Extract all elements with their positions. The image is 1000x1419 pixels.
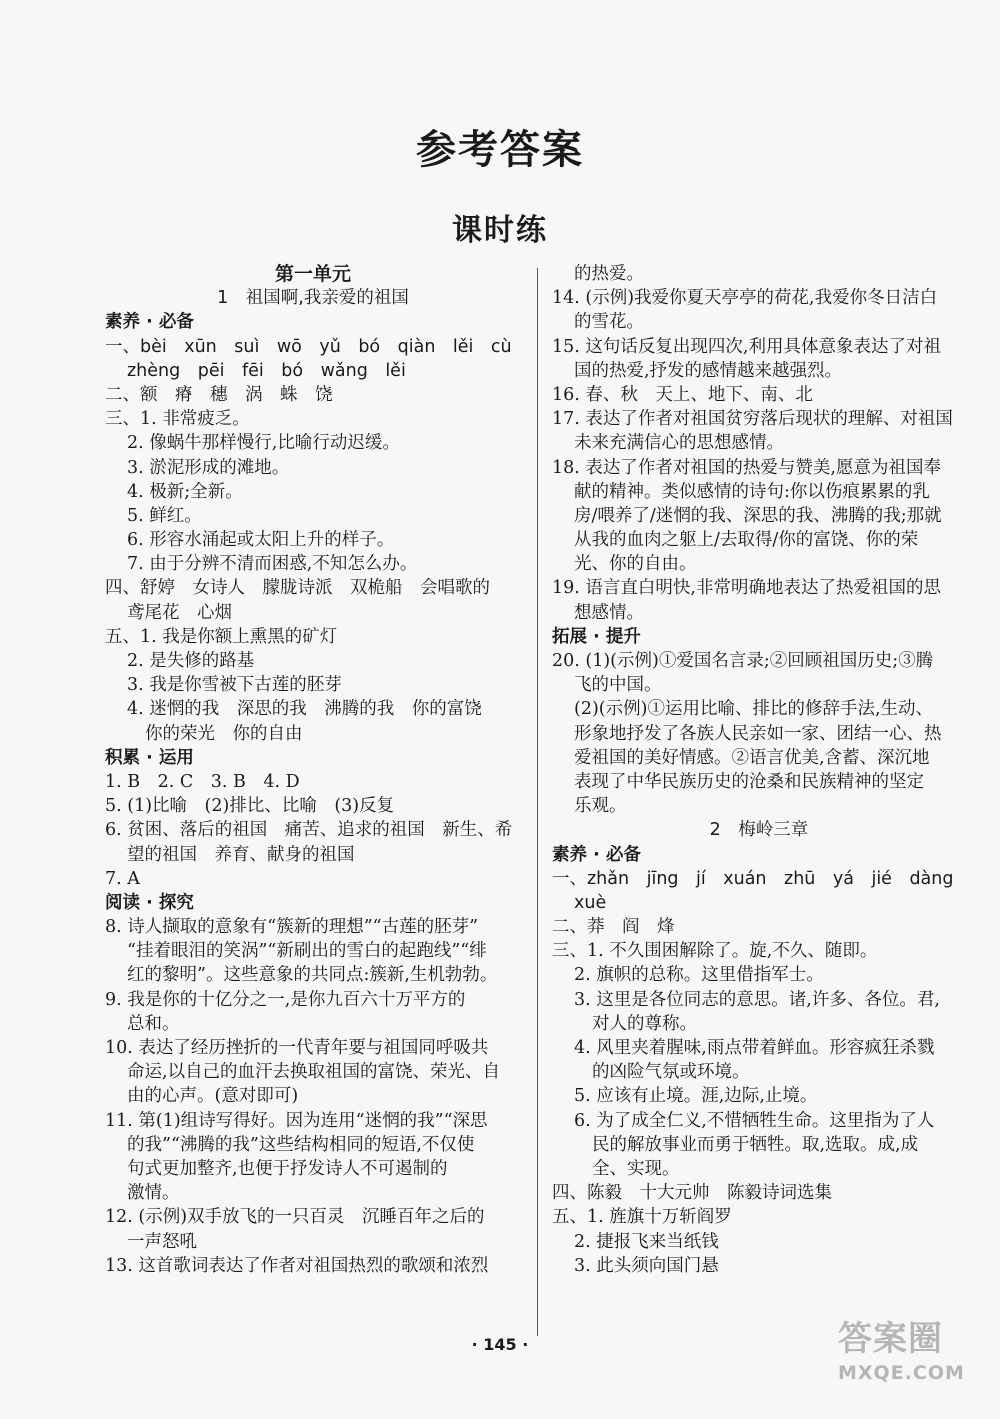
answer-line: 的热爱。 xyxy=(574,264,644,284)
answer-line: 5. (1)比喻 (2)排比、比喻 (3)反复 xyxy=(105,796,395,817)
answer-line: 17. 表达了作者对祖国贫穷落后现状的理解、对祖国 xyxy=(552,409,953,430)
answer-line: 形象地抒发了各族人民亲如一家、团结一心、热 xyxy=(574,723,942,744)
answer-line: 从我的血肉之躯上/去取得/你的富饶、你的荣 xyxy=(574,530,919,551)
watermark-logo xyxy=(838,1318,968,1402)
answer-line: 激情。 xyxy=(127,1183,180,1204)
answer-line: 献的精神。类似感情的诗句:你以伤痕累累的乳 xyxy=(574,481,930,502)
answer-line: 想感情。 xyxy=(574,602,644,623)
answer-line: 5. 鲜红。 xyxy=(127,505,202,526)
answer-line: 飞的中国。 xyxy=(574,675,662,696)
answer-line: 三、1. 非常疲乏。 xyxy=(105,409,250,430)
answer-line: 命运,以自己的血汗去换取祖国的富饶、荣光、自 xyxy=(127,1062,501,1083)
answer-line: 二、莽 阎 烽 xyxy=(552,917,675,938)
lesson-heading: 1 祖国啊,我亲爱的祖国 xyxy=(217,288,409,309)
answer-line: 6. 贫困、落后的祖国 痛苦、追求的祖国 新生、希 xyxy=(105,820,513,841)
section-heading: 积累 · 运用 xyxy=(105,747,194,768)
answer-line: 二、额 瘠 穗 涡 蛛 饶 xyxy=(105,384,333,405)
section-heading: 阅读 · 探究 xyxy=(105,892,194,913)
answer-line: 红的黎明”。这些意象的共同点:簇新,生机勃勃。 xyxy=(127,965,498,986)
answer-line: “挂着眼泪的笑涡”“新刷出的雪白的起跑线”“绯 xyxy=(127,941,487,962)
answer-line: 20. (1)(示例)①爱国名言录;②回顾祖国历史;③腾 xyxy=(552,651,934,671)
answer-line: 16. 春、秋 天上、地下、南、北 xyxy=(552,384,813,405)
answer-line: 4. 迷惘的我 深思的我 沸腾的我 你的富饶 xyxy=(127,699,482,720)
section-heading: 拓展 · 提升 xyxy=(552,626,641,647)
answer-line: 由的心声。(意对即可) xyxy=(127,1086,299,1107)
answer-line: 乐观。 xyxy=(574,796,627,817)
answer-line: 2. 是失修的路基 xyxy=(127,651,255,671)
section-title: 课时练 xyxy=(452,213,548,248)
answer-line: 望的祖国 养育、献身的祖国 xyxy=(127,844,355,865)
answer-line: 五、1. 我是你额上熏黑的矿灯 xyxy=(105,626,338,647)
answer-line: 全、实现。 xyxy=(592,1158,680,1179)
answer-line: 的凶险气氛或环境。 xyxy=(592,1062,750,1083)
watermark-text: 答案圈 xyxy=(838,1319,943,1359)
answer-line: 2. 像蜗牛那样慢行,比喻行动迟缓。 xyxy=(127,433,400,454)
answer-line: 民的解放事业而勇于牺牲。取,选取。成,成 xyxy=(592,1134,919,1155)
answer-line: zhèng pēi fēi bó wǎng lěi xyxy=(127,360,406,381)
answer-line: 19. 语言直白明快,非常明确地表达了热爱祖国的思 xyxy=(552,578,941,599)
answer-line: 10. 表达了经历挫折的一代青年要与祖国同呼吸共 xyxy=(105,1038,489,1058)
section-heading: 素养 · 必备 xyxy=(105,312,194,333)
unit-heading: 第一单元 xyxy=(274,263,351,285)
page-title: 参考答案 xyxy=(416,127,584,173)
answer-line: 18. 表达了作者对祖国的热爱与赞美,愿意为祖国奉 xyxy=(552,457,941,478)
answer-line: 3. 我是你雪被下古莲的胚芽 xyxy=(127,675,342,696)
answer-line: 14. (示例)我爱你夏天亭亭的荷花,我爱你冬日洁白 xyxy=(552,288,938,309)
right-column xyxy=(552,262,966,1278)
answer-line: 2. 捷报飞来当纸钱 xyxy=(574,1231,719,1252)
page-number: · 145 · xyxy=(471,1335,529,1354)
answer-line: 4. 极新;全新。 xyxy=(127,481,243,502)
column-divider xyxy=(537,268,538,1336)
answer-line: 13. 这首歌词表达了作者对祖国热烈的歌颂和浓烈 xyxy=(105,1255,489,1276)
answer-line: 15. 这句话反复出现四次,利用具体意象表达了对祖 xyxy=(552,336,941,357)
answer-line: 一声怒吼 xyxy=(127,1231,197,1252)
answer-line: 6. 为了成全仁义,不惜牺牲生命。这里指为了人 xyxy=(574,1110,935,1131)
answer-line: 的雪花。 xyxy=(574,312,644,333)
answer-line: 7. A xyxy=(105,868,140,889)
answer-line: 9. 我是你的十亿分之一,是你九百六十万平方的 xyxy=(105,989,466,1010)
answer-line: 未来充满信心的思想感情。 xyxy=(574,433,784,454)
watermark-url: MXQE.COM xyxy=(838,1362,965,1384)
answer-line: 的我”“沸腾的我”这些结构相同的短语,不仅使 xyxy=(127,1134,475,1155)
answer-line: 2. 旗帜的总称。这里借指军士。 xyxy=(574,965,824,986)
answer-line: 四、陈毅 十大元帅 陈毅诗词选集 xyxy=(552,1183,832,1204)
answer-line: 五、1. 旌旗十万斩阎罗 xyxy=(552,1207,732,1228)
answer-line: 句式更加整齐,也便于抒发诗人不可遏制的 xyxy=(127,1158,448,1179)
answer-line: 爱祖国的美好情感。②语言优美,含蓄、深沉地 xyxy=(574,747,930,768)
answer-line: 3. 淤泥形成的滩地。 xyxy=(127,457,290,478)
answer-line: 表现了中华民族历史的沧桑和民族精神的坚定 xyxy=(574,771,924,792)
answer-line: 鸢尾花 心烟 xyxy=(127,602,232,623)
answer-line: 一、zhǎn jīng jí xuán zhū yá jié dàng xyxy=(552,868,954,889)
lesson-heading: 2 梅岭三章 xyxy=(709,820,809,841)
answer-line: 一、bèi xūn suì wō yǔ bó qiàn lěi cù xyxy=(105,336,512,357)
answer-line: 对人的尊称。 xyxy=(592,1013,697,1034)
answer-line: 3. 这里是各位同志的意思。诸,许多、各位。君, xyxy=(574,989,940,1010)
answer-line: 总和。 xyxy=(127,1013,180,1034)
answer-line: 8. 诗人撷取的意象有“簇新的理想”“古莲的胚芽” xyxy=(105,917,479,938)
answer-line: 5. 应该有止境。涯,边际,止境。 xyxy=(574,1086,818,1107)
answer-line: 7. 由于分辨不清而困惑,不知怎么办。 xyxy=(127,554,418,575)
answer-line: 12. (示例)双手放飞的一只百灵 沉睡百年之后的 xyxy=(105,1207,485,1228)
answer-line: 11. 第(1)组诗写得好。因为连用“迷惘的我”“深思 xyxy=(105,1110,488,1131)
answer-line: 3. 此头须向国门悬 xyxy=(574,1255,719,1276)
answer-line: (2)(示例)①运用比喻、排比的修辞手法,生动、 xyxy=(574,699,934,720)
answer-line: 光、你的自由。 xyxy=(574,554,697,575)
section-heading: 素养 · 必备 xyxy=(552,844,641,865)
answer-line: xuè xyxy=(574,892,607,913)
answer-line: 6. 形容水涌起或太阳上升的样子。 xyxy=(127,530,395,551)
answer-line: 房/喂养了/迷惘的我、深思的我、沸腾的我;那就 xyxy=(574,505,942,526)
answer-line: 四、舒婷 女诗人 朦胧诗派 双桅船 会唱歌的 xyxy=(105,578,490,599)
answer-line: 三、1. 不久围困解除了。旋,不久、随即。 xyxy=(552,941,878,962)
answer-line: 国的热爱,抒发的感情越来越强烈。 xyxy=(574,360,843,381)
answer-line: 4. 风里夹着腥味,雨点带着鲜血。形容疯狂杀戮 xyxy=(574,1038,935,1058)
left-column xyxy=(105,262,521,1278)
answer-line: 1. B 2. C 3. B 4. D xyxy=(105,771,300,792)
answer-line: 你的荣光 你的自由 xyxy=(145,723,303,744)
